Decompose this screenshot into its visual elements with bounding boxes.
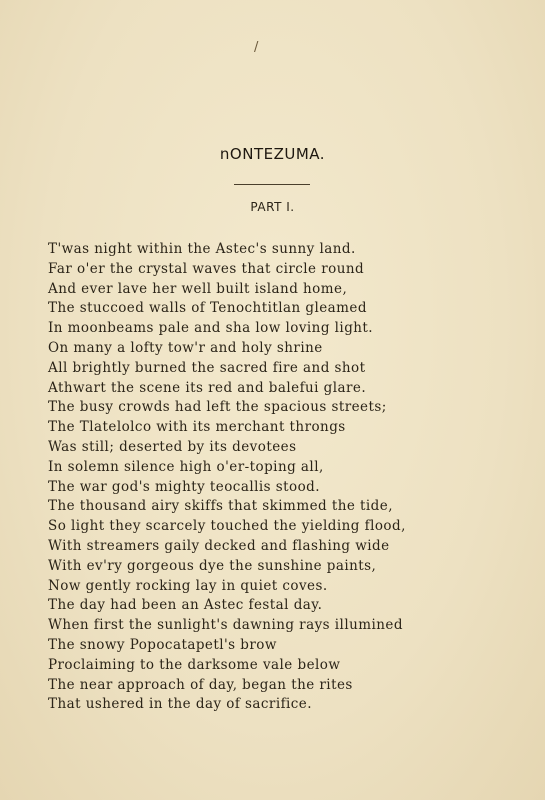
poem-line: The Tlatelolco with its merchant throngs (48, 419, 346, 436)
poem-line: The day had been an Astec festal day. (48, 597, 323, 614)
poem-line: When first the sunlight's dawning rays illumined (48, 617, 403, 634)
part-heading: PART I. (250, 200, 295, 214)
poem-line: Proclaiming to the darksome vale below (48, 656, 341, 673)
poem-line: Now gently rocking lay in quiet coves. (48, 577, 328, 594)
poem-line: In solemn silence high o'er-toping all, (48, 458, 324, 475)
poem-line: T'was night within the Astec's sunny land. (48, 241, 356, 257)
poem-line: The stuccoed walls of Tenochtitlan gleamed (48, 300, 367, 317)
poem-body (48, 240, 538, 715)
poem-line: The snowy Popocatapetl's brow (48, 636, 277, 653)
poem-line: Far o'er the crystal waves that circle round (48, 260, 365, 277)
poem-line: That ushered in the day of sacrifice. (48, 696, 312, 713)
poem-line: Was still; deserted by its devotees (48, 438, 297, 455)
poem-line: The busy crowds had left the spacious streets; (48, 399, 387, 416)
poem-line: The war god's mighty teocallis stood. (48, 478, 320, 495)
poem-line: With ev'ry gorgeous dye the sunshine paints, (48, 557, 377, 574)
poem-line: The near approach of day, began the rites (48, 676, 353, 693)
poem-line: Athwart the scene its red and balefui glare. (48, 379, 367, 396)
poem-line: The thousand airy skiffs that skimmed the tide, (48, 498, 393, 515)
poem-line: In moonbeams pale and sha low loving light. (48, 320, 374, 337)
poem-line: So light they scarcely touched the yielding flood, (48, 518, 406, 535)
poem-line: All brightly burned the sacred fire and shot (48, 359, 366, 376)
poem-line: And ever lave her well built island home, (48, 280, 348, 297)
folio-mark: / (254, 40, 259, 55)
title-divider (234, 184, 310, 185)
page-title: nONTEZUMA. (219, 145, 326, 163)
poem-line: On many a lofty tow'r and holy shrine (48, 339, 323, 356)
poem-line: With streamers gaily decked and flashing wide (48, 537, 390, 554)
